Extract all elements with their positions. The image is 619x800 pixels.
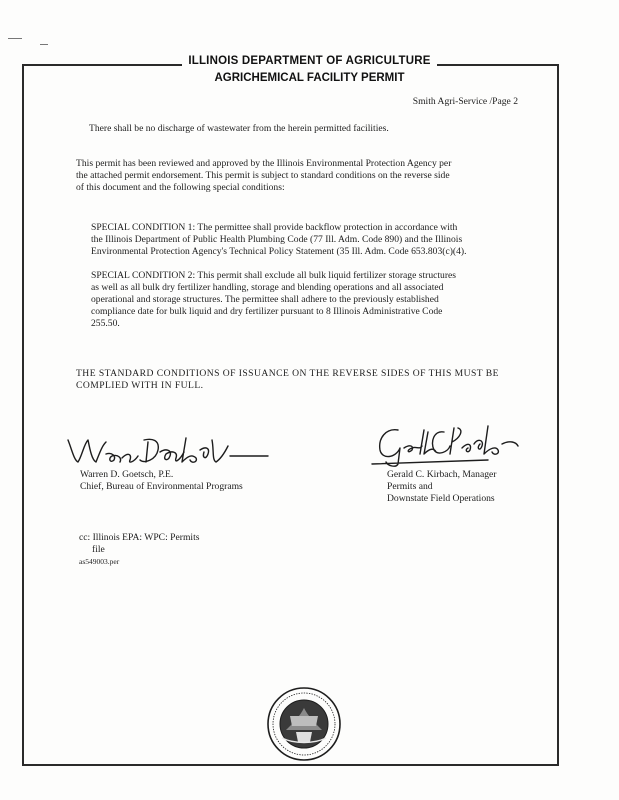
standard-line: COMPLIED WITH IN FULL. [76,380,204,391]
scan-mark [8,38,22,39]
cc-line: cc: Illinois EPA: WPC: Permits [79,532,200,543]
scan-mark [40,44,48,45]
review-line: the attached permit endorsement. This permit is subject to standard conditions on the reverse side [76,170,450,181]
condition-line: Environmental Protection Agency's Technical Policy Statement (35 Ill. Adm. Code 653.803(c)(4). [91,246,467,257]
left-signatory-name: Warren D. Goetsch, P.E. [80,469,174,480]
condition-line: the Illinois Department of Public Health Plumbing Code (77 Ill. Adm. Code 890) and the Illinois [91,234,463,245]
standard-line: THE STANDARD CONDITIONS OF ISSUANCE ON THE REVERSE SIDES OF THIS MUST BE [76,368,499,379]
review-line: This permit has been reviewed and approved by the Illinois Environmental Protection Agency per [76,158,452,169]
permit-title: AGRICHEMICAL FACILITY PERMIT [0,72,619,84]
right-signatory-title: Downstate Field Operations [387,493,495,504]
condition-line: SPECIAL CONDITION 1: The permittee shall provide backflow protection in accordance with [91,222,458,233]
department-title: ILLINOIS DEPARTMENT OF AGRICULTURE [0,55,619,67]
cc-file: file [92,544,105,555]
condition-line: SPECIAL CONDITION 2: This permit shall exclude all bulk liquid fertilizer storage structures [91,270,457,281]
state-seal-icon [266,686,342,762]
condition-line: 255.50. [91,318,120,329]
kirbach-signature [368,420,538,470]
review-line: of this document and the following special conditions: [76,182,285,193]
left-signatory-title: Chief, Bureau of Environmental Programs [80,481,243,492]
condition-line: compliance date for bulk liquid and dry fertilizer pursuant to 8 Illinois Administrative Code [91,306,443,317]
condition-line: as well as all bulk dry fertilizer handling, storage and blending operations and all associated [91,282,444,293]
page-reference: Smith Agri-Service /Page 2 [412,96,518,107]
goetsch-signature [62,430,274,470]
right-signatory-title: Permits and [387,481,433,492]
condition-line: operational and storage structures. The permittee shall adhere to the previously established [91,294,439,305]
right-signatory-name: Gerald C. Kirbach, Manager [387,469,497,480]
wastewater-paragraph: There shall be no discharge of wastewater from the herein permitted facilities. [89,123,389,134]
file-id: as549003.per [79,557,120,566]
